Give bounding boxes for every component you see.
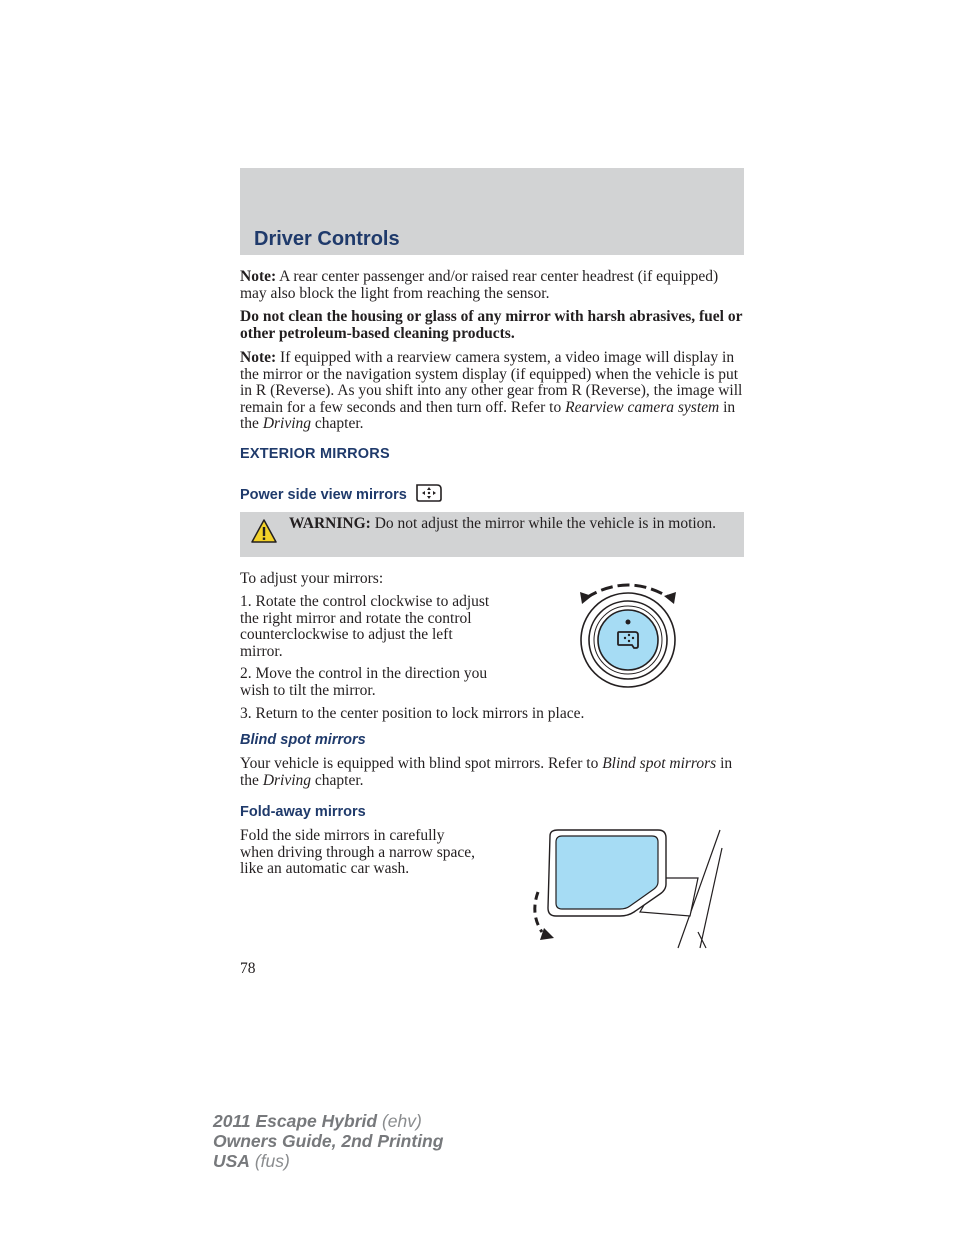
fold-away-mirror-illustration xyxy=(528,828,724,950)
mirror-adjust-icon xyxy=(415,483,443,503)
note-headrest xyxy=(240,269,744,302)
warning-triangle-icon xyxy=(250,518,278,544)
blind-spot-body: Your vehicle is equipped with blind spot mirrors. Refer to xyxy=(240,755,603,772)
cleaning-caution: Do not clean the housing or glass of any mirror with harsh abrasives, fuel or other petroleum-based cleaning products. xyxy=(240,308,743,342)
blind-spot-body: in the xyxy=(240,755,733,789)
subsection-heading-power xyxy=(240,483,443,503)
note-text: If equipped with a rearview camera system, a video image will display in the mirror or the navigation system display (if equipped) when the vehicle is put in R (Reverse). As you shift into any other gear from R (Reverse), the image will remain for a few seconds and then turn off. Refer to xyxy=(240,349,743,416)
note-label: Note: xyxy=(240,268,277,285)
chapter-reference: Driving xyxy=(262,771,312,789)
chapter-header xyxy=(240,168,744,255)
chapter-reference: Driving xyxy=(262,415,312,432)
step-3: 3. Return to the center position to lock mirrors in place. xyxy=(240,705,585,722)
note-text: in the xyxy=(240,398,736,432)
footer-line-1 xyxy=(213,1111,422,1131)
section-heading: EXTERIOR MIRRORS xyxy=(240,446,390,462)
warning-body: Do not adjust the mirror while the vehicle is in motion. xyxy=(370,515,717,532)
note-text: A rear center passenger and/or raised rear center headrest (if equipped) may also block the light from reaching the sensor. xyxy=(240,268,719,302)
fold-away-text: Fold the side mirrors in carefully when driving through a narrow space, like an automatic car wash. xyxy=(240,827,476,877)
footer-line-2 xyxy=(213,1131,443,1151)
chapter-title: Driver Controls xyxy=(254,228,400,250)
footer-line-3 xyxy=(213,1151,290,1171)
footer-model: 2011 Escape Hybrid xyxy=(213,1111,378,1131)
note-camera xyxy=(240,350,744,433)
mirror-control-knob-illustration xyxy=(572,574,684,692)
reference-link: Rearview camera system xyxy=(565,398,720,416)
note-label: Note: xyxy=(240,349,277,366)
footer-code: (fus) xyxy=(249,1151,290,1171)
subsection-heading-fold-away: Fold-away mirrors xyxy=(240,804,366,820)
footer-edition: Owners Guide, 2nd Printing xyxy=(213,1131,444,1151)
step-1: 1. Rotate the control clockwise to adjust the right mirror and rotate the control counterclockwise to adjust the left mirror. xyxy=(240,593,490,660)
note-text: chapter. xyxy=(311,415,364,432)
subsection-title: Power side view mirrors xyxy=(240,487,407,503)
step-2: 2. Move the control in the direction you wish to tilt the mirror. xyxy=(240,665,488,699)
footer-code: (ehv) xyxy=(377,1111,422,1131)
warning-text xyxy=(289,516,729,533)
page-number: 78 xyxy=(240,960,256,977)
warning-label: WARNING: xyxy=(289,515,371,532)
warning-box xyxy=(240,512,744,557)
blind-spot-text xyxy=(240,756,744,789)
blind-spot-body: chapter. xyxy=(311,771,364,789)
reference-link: Blind spot mirrors xyxy=(602,755,717,772)
footer-market: USA xyxy=(213,1151,250,1171)
subsection-heading-blind-spot: Blind spot mirrors xyxy=(240,732,366,748)
steps-intro: To adjust your mirrors: xyxy=(240,570,384,587)
